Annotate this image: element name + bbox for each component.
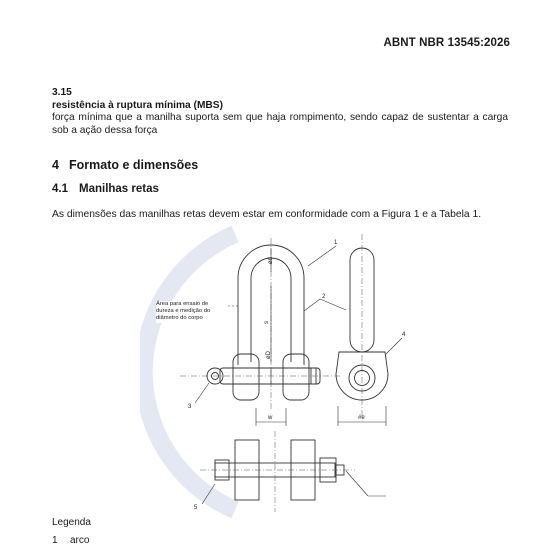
figure-shackle-drawing (140, 226, 430, 518)
shackle-eye-right (283, 354, 309, 400)
clause-number: 3.15 (52, 87, 72, 98)
clause-3-15 (52, 87, 508, 137)
subsection-title: Manilhas retas (79, 183, 159, 195)
clause-term: resistência à ruptura mínima (MBS) (52, 99, 223, 111)
dim-label-D: øD (266, 351, 272, 359)
subsection-number: 4.1 (52, 183, 68, 195)
clause-definition: força mínima que a manilha suporta sem que haja rompimento, sendo capaz de sustentar a carga sob a ação dessa força (52, 112, 508, 136)
item-number-3: 3 (188, 404, 192, 410)
dim-label-w: w (268, 415, 273, 421)
watermark-arc (144, 234, 235, 510)
item-number-5: 5 (194, 505, 198, 511)
section-heading (52, 158, 198, 172)
section-number: 4 (52, 158, 59, 172)
legend-item-key: 1 (52, 535, 58, 546)
item-number-4: 4 (402, 332, 406, 338)
item-number-2: 2 (322, 294, 326, 300)
item-number-1: 1 (334, 240, 338, 246)
legend-title: Legenda (52, 517, 91, 528)
legend-item-label: arco (70, 535, 90, 546)
standard-identifier: ABNT NBR 13545:2026 (383, 37, 510, 49)
body-paragraph: As dimensões das manilhas retas devem estar em conformidade com a Figura 1 e a Tabela 1. (52, 209, 482, 220)
dim-label-e: #e (358, 415, 365, 421)
dim-label-d: ød (268, 256, 274, 264)
shackle-eye-left (233, 354, 259, 400)
subsection-heading (52, 183, 159, 195)
legend-item (52, 535, 89, 546)
dim-label-s: s (264, 321, 270, 324)
section-title: Formato e dimensões (69, 158, 199, 172)
figure-callout-text: Área para ensaio de dureza e medição do diâmetro do corpo (156, 301, 226, 323)
